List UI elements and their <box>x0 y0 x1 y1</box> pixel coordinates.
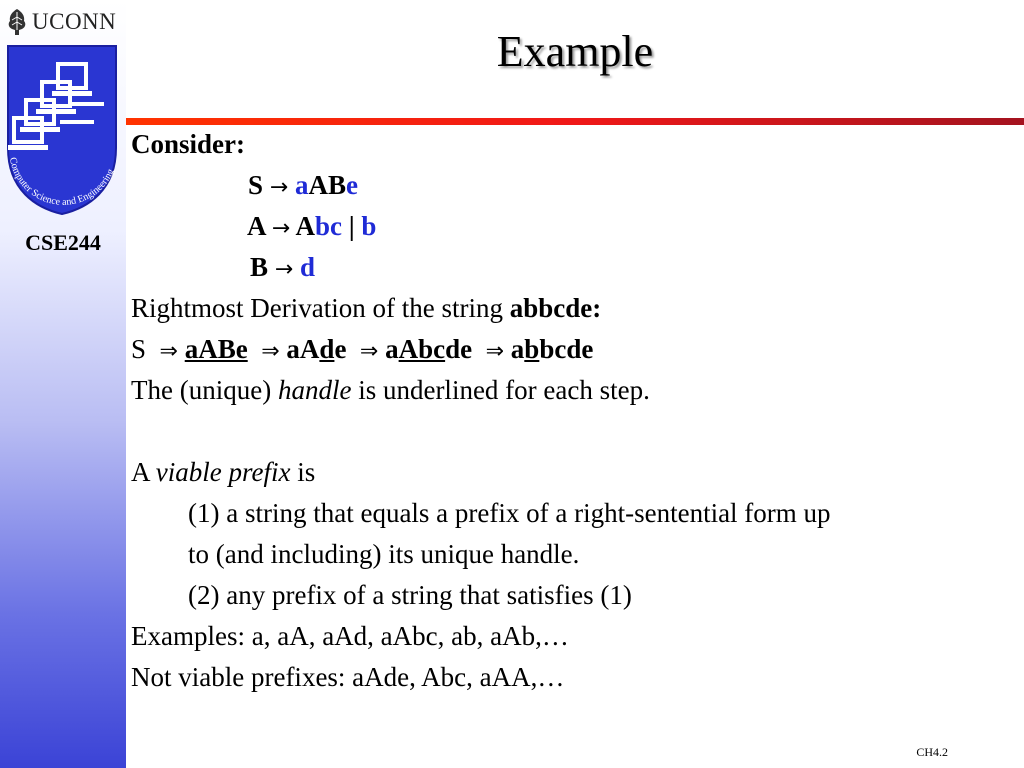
production-rhs-nonterminals: AB <box>308 170 346 200</box>
production-rhs-nonterminal: A <box>295 211 315 241</box>
double-arrow-icon: ⇒ <box>261 339 280 364</box>
production-lhs: S <box>248 170 264 200</box>
derivation-start: S <box>131 334 147 364</box>
sidebar <box>0 0 126 768</box>
viable-prefix-term: viable prefix <box>155 457 291 487</box>
logo-caption: Computer Science and Engineering <box>6 156 117 208</box>
production-rhs-terminal: bc <box>314 211 342 241</box>
production-a <box>131 206 1016 247</box>
university-name: UCONN <box>32 9 117 34</box>
slide-body <box>131 124 1016 698</box>
derivation-step: aAbcde <box>385 334 473 364</box>
spacer <box>131 411 1016 452</box>
handle-term: handle <box>277 375 352 405</box>
alternative-bar: | <box>348 211 355 241</box>
page-number: CH4.2 <box>916 745 948 759</box>
handle-note: The (unique) handle is underlined for each step. <box>131 375 650 405</box>
derivation-steps <box>131 329 1016 370</box>
derivation-step: aAde <box>286 334 347 364</box>
derivation-step: abbcde <box>510 334 594 364</box>
derivation-step-handle: aABe <box>184 334 248 364</box>
double-arrow-icon: ⇒ <box>159 339 178 364</box>
cse-department-logo <box>0 40 124 216</box>
production-rhs-terminal: b <box>361 211 377 241</box>
production-rhs-terminal: e <box>345 170 358 200</box>
definition-item-2: (2) any prefix of a string that satisfies (1) <box>188 580 632 610</box>
not-viable-line: Not viable prefixes: aAde, Abc, aAA,… <box>131 662 565 692</box>
production-rhs-terminal: d <box>299 252 315 282</box>
derivation-handle: b <box>524 334 540 364</box>
derivation-string: abbcde: <box>509 293 602 323</box>
definition-item-1-line-2: to (and including) its unique handle. <box>188 539 580 569</box>
derivation-intro <box>131 288 1016 329</box>
consider-heading: Consider: <box>131 129 245 159</box>
right-arrow-icon: → <box>271 216 291 241</box>
derivation-handle: Abc <box>398 334 446 364</box>
university-logo <box>6 6 116 38</box>
definition-item-1-line-1: (1) a string that equals a prefix of a right-sentential form up <box>188 498 831 528</box>
production-lhs: A <box>247 211 266 241</box>
examples-line: Examples: a, aA, aAd, aAbc, ab, aAb,… <box>131 621 569 651</box>
double-arrow-icon: ⇒ <box>485 339 505 364</box>
production-s <box>131 165 1016 206</box>
derivation-intro-text: Rightmost Derivation of the string <box>131 293 510 323</box>
viable-prefix-definition: A viable prefix is <box>131 457 316 487</box>
production-b <box>131 247 1016 288</box>
derivation-handle: d <box>319 334 335 364</box>
course-code: CSE244 <box>25 230 101 255</box>
oak-leaf-icon <box>6 8 28 36</box>
production-rhs-terminal: a <box>294 170 309 200</box>
double-arrow-icon: ⇒ <box>359 339 379 364</box>
slide-title: Example <box>496 27 654 76</box>
right-arrow-icon: → <box>269 175 289 200</box>
production-lhs: B <box>250 252 269 282</box>
right-arrow-icon: → <box>274 257 294 282</box>
